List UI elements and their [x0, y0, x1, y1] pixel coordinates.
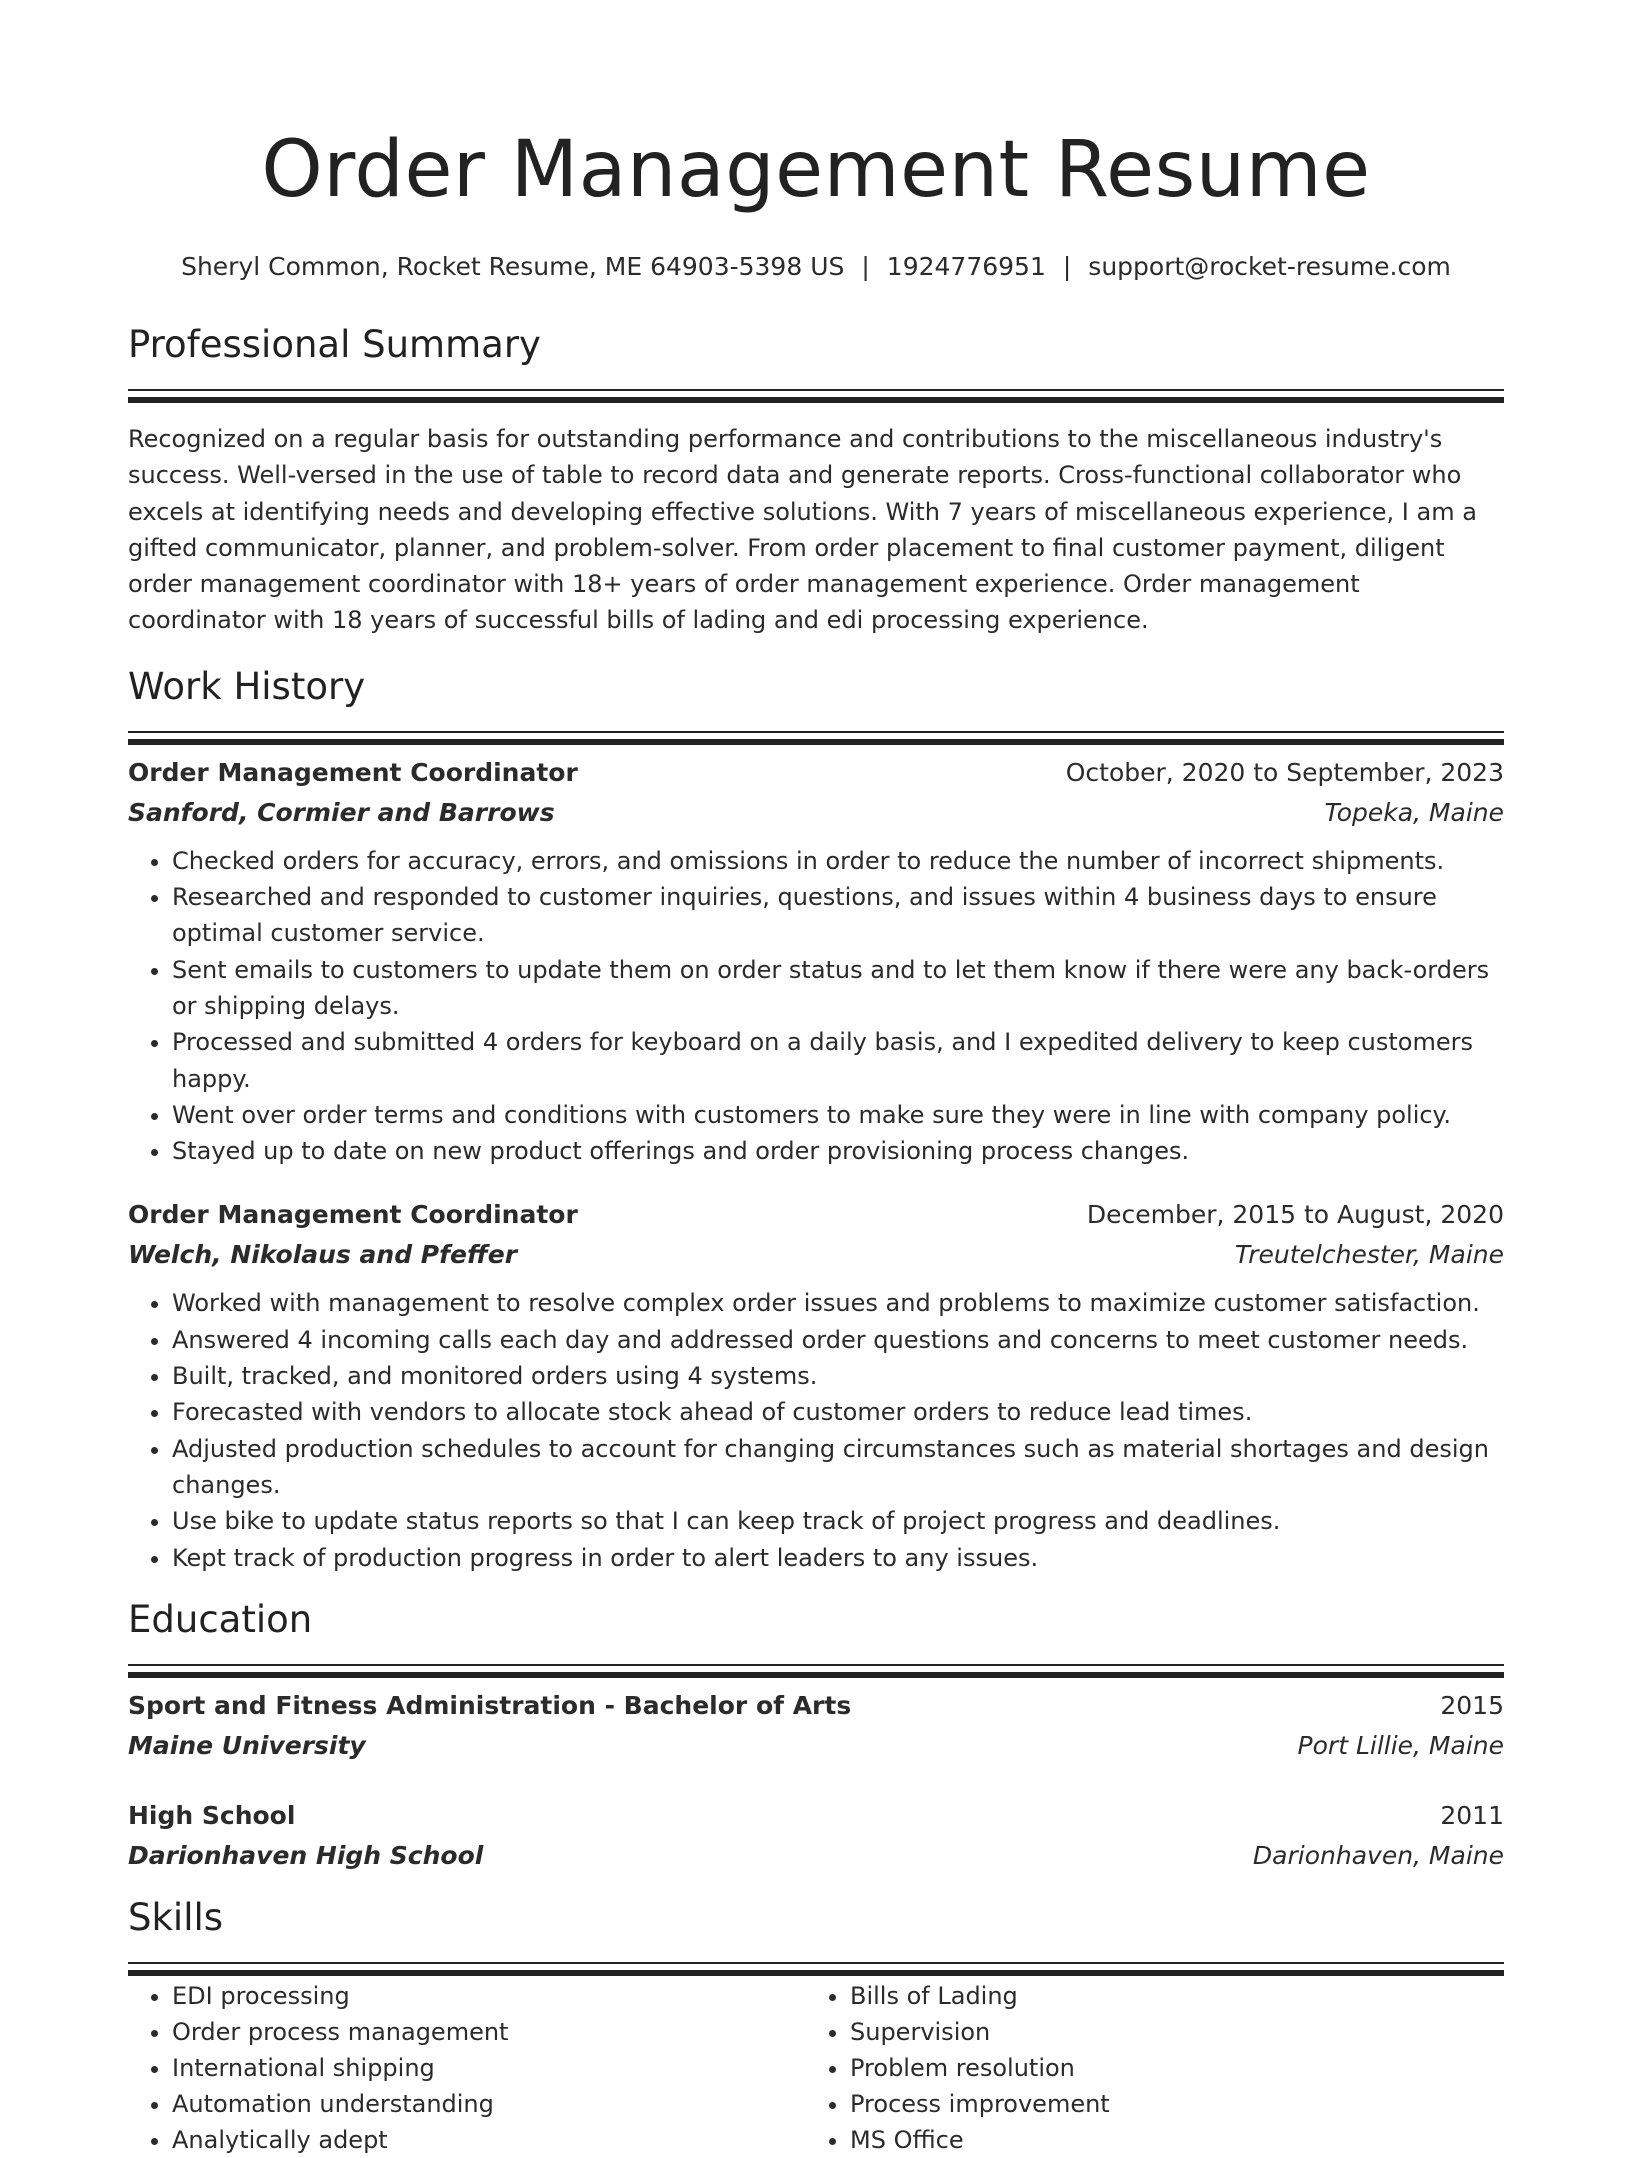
section-divider: [128, 731, 1504, 733]
education-entry: [128, 1686, 1504, 1766]
skill-item: • Problem resolution: [850, 2050, 1484, 2086]
list-item: • Use bike to update status reports so that I can keep track of project progress and deadlines.: [172, 1503, 1504, 1539]
section-heading-summary: Professional Summary: [128, 323, 541, 366]
education-year: 2015: [1440, 1690, 1504, 1720]
job-title: Order Management Coordinator: [128, 757, 578, 787]
job-location: Topeka, Maine: [1324, 797, 1504, 827]
job-entry: [128, 753, 1504, 1170]
contact-phone: 1924776951: [886, 252, 1046, 281]
education-entry: [128, 1796, 1504, 1876]
contact-separator: |: [861, 252, 870, 281]
education-degree: Sport and Fitness Administration - Bachelor of Arts: [128, 1690, 852, 1720]
job-dates: December, 2015 to August, 2020: [1086, 1200, 1504, 1230]
job-company: Sanford, Cormier and Barrows: [128, 797, 555, 827]
section-heading-education: Education: [128, 1597, 313, 1641]
education-school: Darionhaven High School: [128, 1840, 484, 1870]
skills-section: [128, 1894, 1504, 2158]
list-item: • Kept track of production progress in order to alert leaders to any issues.: [172, 1540, 1504, 1576]
section-divider: [128, 389, 1504, 391]
page-title: Order Management Resume: [261, 125, 1371, 215]
job-entry: [128, 1195, 1504, 1575]
list-item: • Worked with management to resolve complex order issues and problems to maximize customer satisfaction.: [172, 1285, 1504, 1321]
section-heading-skills: Skills: [128, 1895, 224, 1939]
job-company-row: [128, 793, 1504, 833]
job-bullets: [128, 843, 1504, 1170]
skills-column-left: [128, 1978, 806, 2158]
education-header: [128, 1686, 1504, 1726]
summary-text: Recognized on a regular basis for outstanding performance and contributions to the miscellaneous industry's success. Well-versed in the use of table to record data and generate reports. Cross-functional collaborator who excels at identifying needs and developing effective solutions. With 7 years of miscellaneous experience, I am a gifted communicator, planner, and problem-solver. From order placement to final customer payment, diligent order management coordinator with 18+ years of order management experience. Order management coordinator with 18 years of successful bills of lading and edi processing experience.: [128, 425, 1477, 635]
job-company-row: [128, 1235, 1504, 1275]
list-item: • Checked orders for accuracy, errors, and omissions in order to reduce the number of incorrect shipments.: [172, 843, 1504, 879]
education-section: [128, 1596, 1504, 1876]
job-bullets: [128, 1285, 1504, 1575]
education-header: [128, 1796, 1504, 1836]
skills-columns: [128, 1978, 1504, 2158]
job-header: [128, 1195, 1504, 1235]
list-item: • Went over order terms and conditions with customers to make sure they were in line with company policy.: [172, 1097, 1504, 1133]
contact-address: Sheryl Common, Rocket Resume, ME 64903-5398 US: [181, 252, 845, 281]
skill-item: • Process improvement: [850, 2086, 1484, 2122]
list-item: • Forecasted with vendors to allocate stock ahead of customer orders to reduce lead times.: [172, 1394, 1504, 1430]
education-school-row: [128, 1726, 1504, 1766]
list-item: • Adjusted production schedules to account for changing circumstances such as material shortages and design changes.: [172, 1431, 1504, 1504]
education-degree: High School: [128, 1800, 296, 1830]
job-company: Welch, Nikolaus and Pfeffer: [128, 1240, 518, 1270]
contact-separator: |: [1062, 252, 1072, 281]
list-item: • Researched and responded to customer inquiries, questions, and issues within 4 business days to ensure optimal customer service.: [172, 879, 1504, 952]
education-year: 2011: [1440, 1800, 1504, 1830]
resume-page: [128, 0, 1504, 2158]
skill-item: • International shipping: [172, 2050, 806, 2086]
work-section: [128, 663, 1504, 1576]
contact-email: support@rocket-resume.com: [1088, 252, 1451, 281]
job-dates: October, 2020 to September, 2023: [1065, 757, 1504, 787]
section-divider: [128, 1664, 1504, 1666]
skill-item: • Supervision: [850, 2014, 1484, 2050]
skill-item: • Automation understanding: [172, 2086, 806, 2122]
education-location: Darionhaven, Maine: [1252, 1840, 1504, 1870]
skills-list: [806, 1978, 1484, 2158]
job-title: Order Management Coordinator: [128, 1200, 578, 1230]
list-item: • Sent emails to customers to update them on order status and to let them know if there were any back-orders or shipping delays.: [172, 952, 1504, 1025]
section-divider: [128, 1962, 1504, 1964]
summary-section: [128, 321, 1504, 639]
education-school-row: [128, 1836, 1504, 1876]
skill-item: • Order process management: [172, 2014, 806, 2050]
skill-item: • MS Office: [850, 2122, 1484, 2158]
skills-column-right: [806, 1978, 1484, 2158]
education-school: Maine University: [128, 1730, 366, 1760]
list-item: • Stayed up to date on new product offerings and order provisioning process changes.: [172, 1133, 1504, 1169]
list-item: • Processed and submitted 4 orders for keyboard on a daily basis, and I expedited delivery to keep customers happy.: [172, 1024, 1504, 1097]
skill-item: • EDI processing: [172, 1978, 806, 2014]
job-location: Treutelchester, Maine: [1234, 1240, 1504, 1270]
section-heading-work: Work History: [128, 664, 366, 708]
education-location: Port Lillie, Maine: [1297, 1730, 1504, 1760]
skills-list: [128, 1978, 806, 2158]
contact-line: [128, 250, 1504, 284]
skill-item: • Analytically adept: [172, 2122, 806, 2158]
list-item: • Built, tracked, and monitored orders using 4 systems.: [172, 1358, 1504, 1394]
list-item: • Answered 4 incoming calls each day and addressed order questions and concerns to meet customer needs.: [172, 1322, 1504, 1358]
job-header: [128, 753, 1504, 793]
skill-item: • Bills of Lading: [850, 1978, 1484, 2014]
